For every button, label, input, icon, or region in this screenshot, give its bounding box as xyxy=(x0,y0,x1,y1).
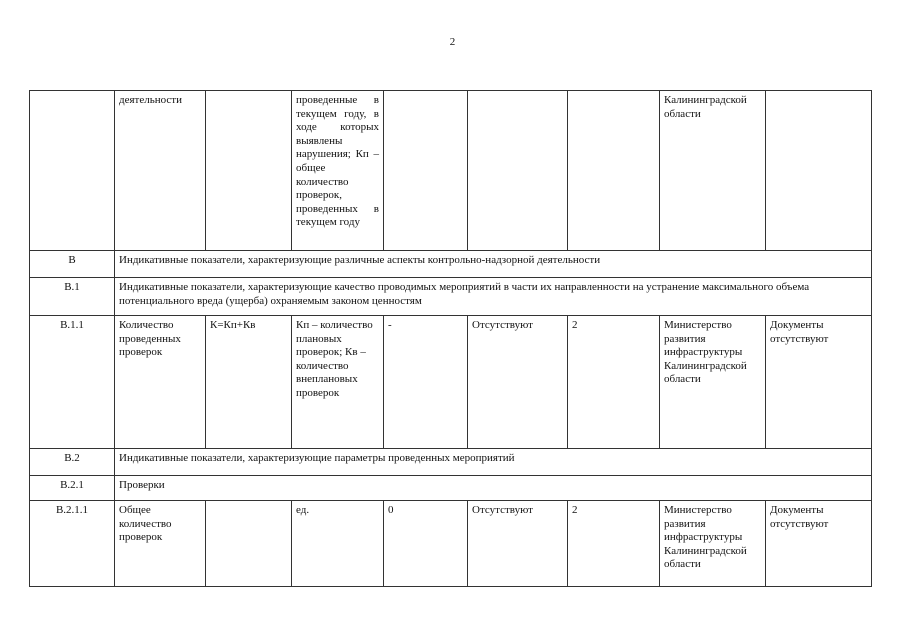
cell-formula xyxy=(206,91,292,251)
cell-name: Количество проведенных проверок xyxy=(115,316,206,449)
page-number: 2 xyxy=(449,36,456,48)
table-row-b2 xyxy=(30,449,872,476)
cell-formula: К=Кп+Кв xyxy=(206,316,292,449)
cell-value: 2 xyxy=(568,501,660,587)
cell-docs xyxy=(766,91,872,251)
cell-target: Отсутствуют xyxy=(468,501,568,587)
cell-code: В xyxy=(30,251,115,278)
cell-comment: проведенные в текущем году, в ходе которых выявлены нарушения; Кп – общее количество проверок, проведенных в текущем году xyxy=(292,91,384,251)
cell-org: Министерство развития инфраструктуры Калининградской области xyxy=(660,501,766,587)
cell-code: В.2.1.1 xyxy=(30,501,115,587)
cell-code xyxy=(30,91,115,251)
indicators-table xyxy=(29,90,872,587)
table-row-b211 xyxy=(30,501,872,587)
cell-unit: 0 xyxy=(384,501,468,587)
table-row-continued xyxy=(30,91,872,251)
table-row-b xyxy=(30,251,872,278)
cell-code: В.2 xyxy=(30,449,115,476)
section-heading: Проверки xyxy=(115,476,872,501)
cell-name: Общее количество проверок xyxy=(115,501,206,587)
cell-target xyxy=(468,91,568,251)
section-heading: Индикативные показатели, характеризующие параметры проведенных мероприятий xyxy=(115,449,872,476)
cell-org: Министерство развития инфраструктуры Калининградской области xyxy=(660,316,766,449)
table-row-b21 xyxy=(30,476,872,501)
cell-value: 2 xyxy=(568,316,660,449)
cell-code: В.1.1 xyxy=(30,316,115,449)
table-row-b1 xyxy=(30,278,872,316)
cell-code: В.2.1 xyxy=(30,476,115,501)
cell-comment: ед. xyxy=(292,501,384,587)
section-heading: Индикативные показатели, характеризующие качество проводимых мероприятий в части их направленности на устранение максимального объема потенциального вреда (ущерба) охраняемым законом ценностям xyxy=(115,278,872,316)
cell-org: Калининградской области xyxy=(660,91,766,251)
cell-docs: Документы отсутствуют xyxy=(766,316,872,449)
cell-formula xyxy=(206,501,292,587)
table-row-b11 xyxy=(30,316,872,449)
cell-comment: Кп – количество плановых проверок; Кв – количество внеплановых проверок xyxy=(292,316,384,449)
cell-unit xyxy=(384,91,468,251)
cell-value xyxy=(568,91,660,251)
cell-target: Отсутствуют xyxy=(468,316,568,449)
section-heading: Индикативные показатели, характеризующие различные аспекты контрольно-надзорной деятельности xyxy=(115,251,872,278)
cell-docs: Документы отсутствуют xyxy=(766,501,872,587)
cell-name: деятельности xyxy=(115,91,206,251)
cell-code: В.1 xyxy=(30,278,115,316)
cell-unit: - xyxy=(384,316,468,449)
